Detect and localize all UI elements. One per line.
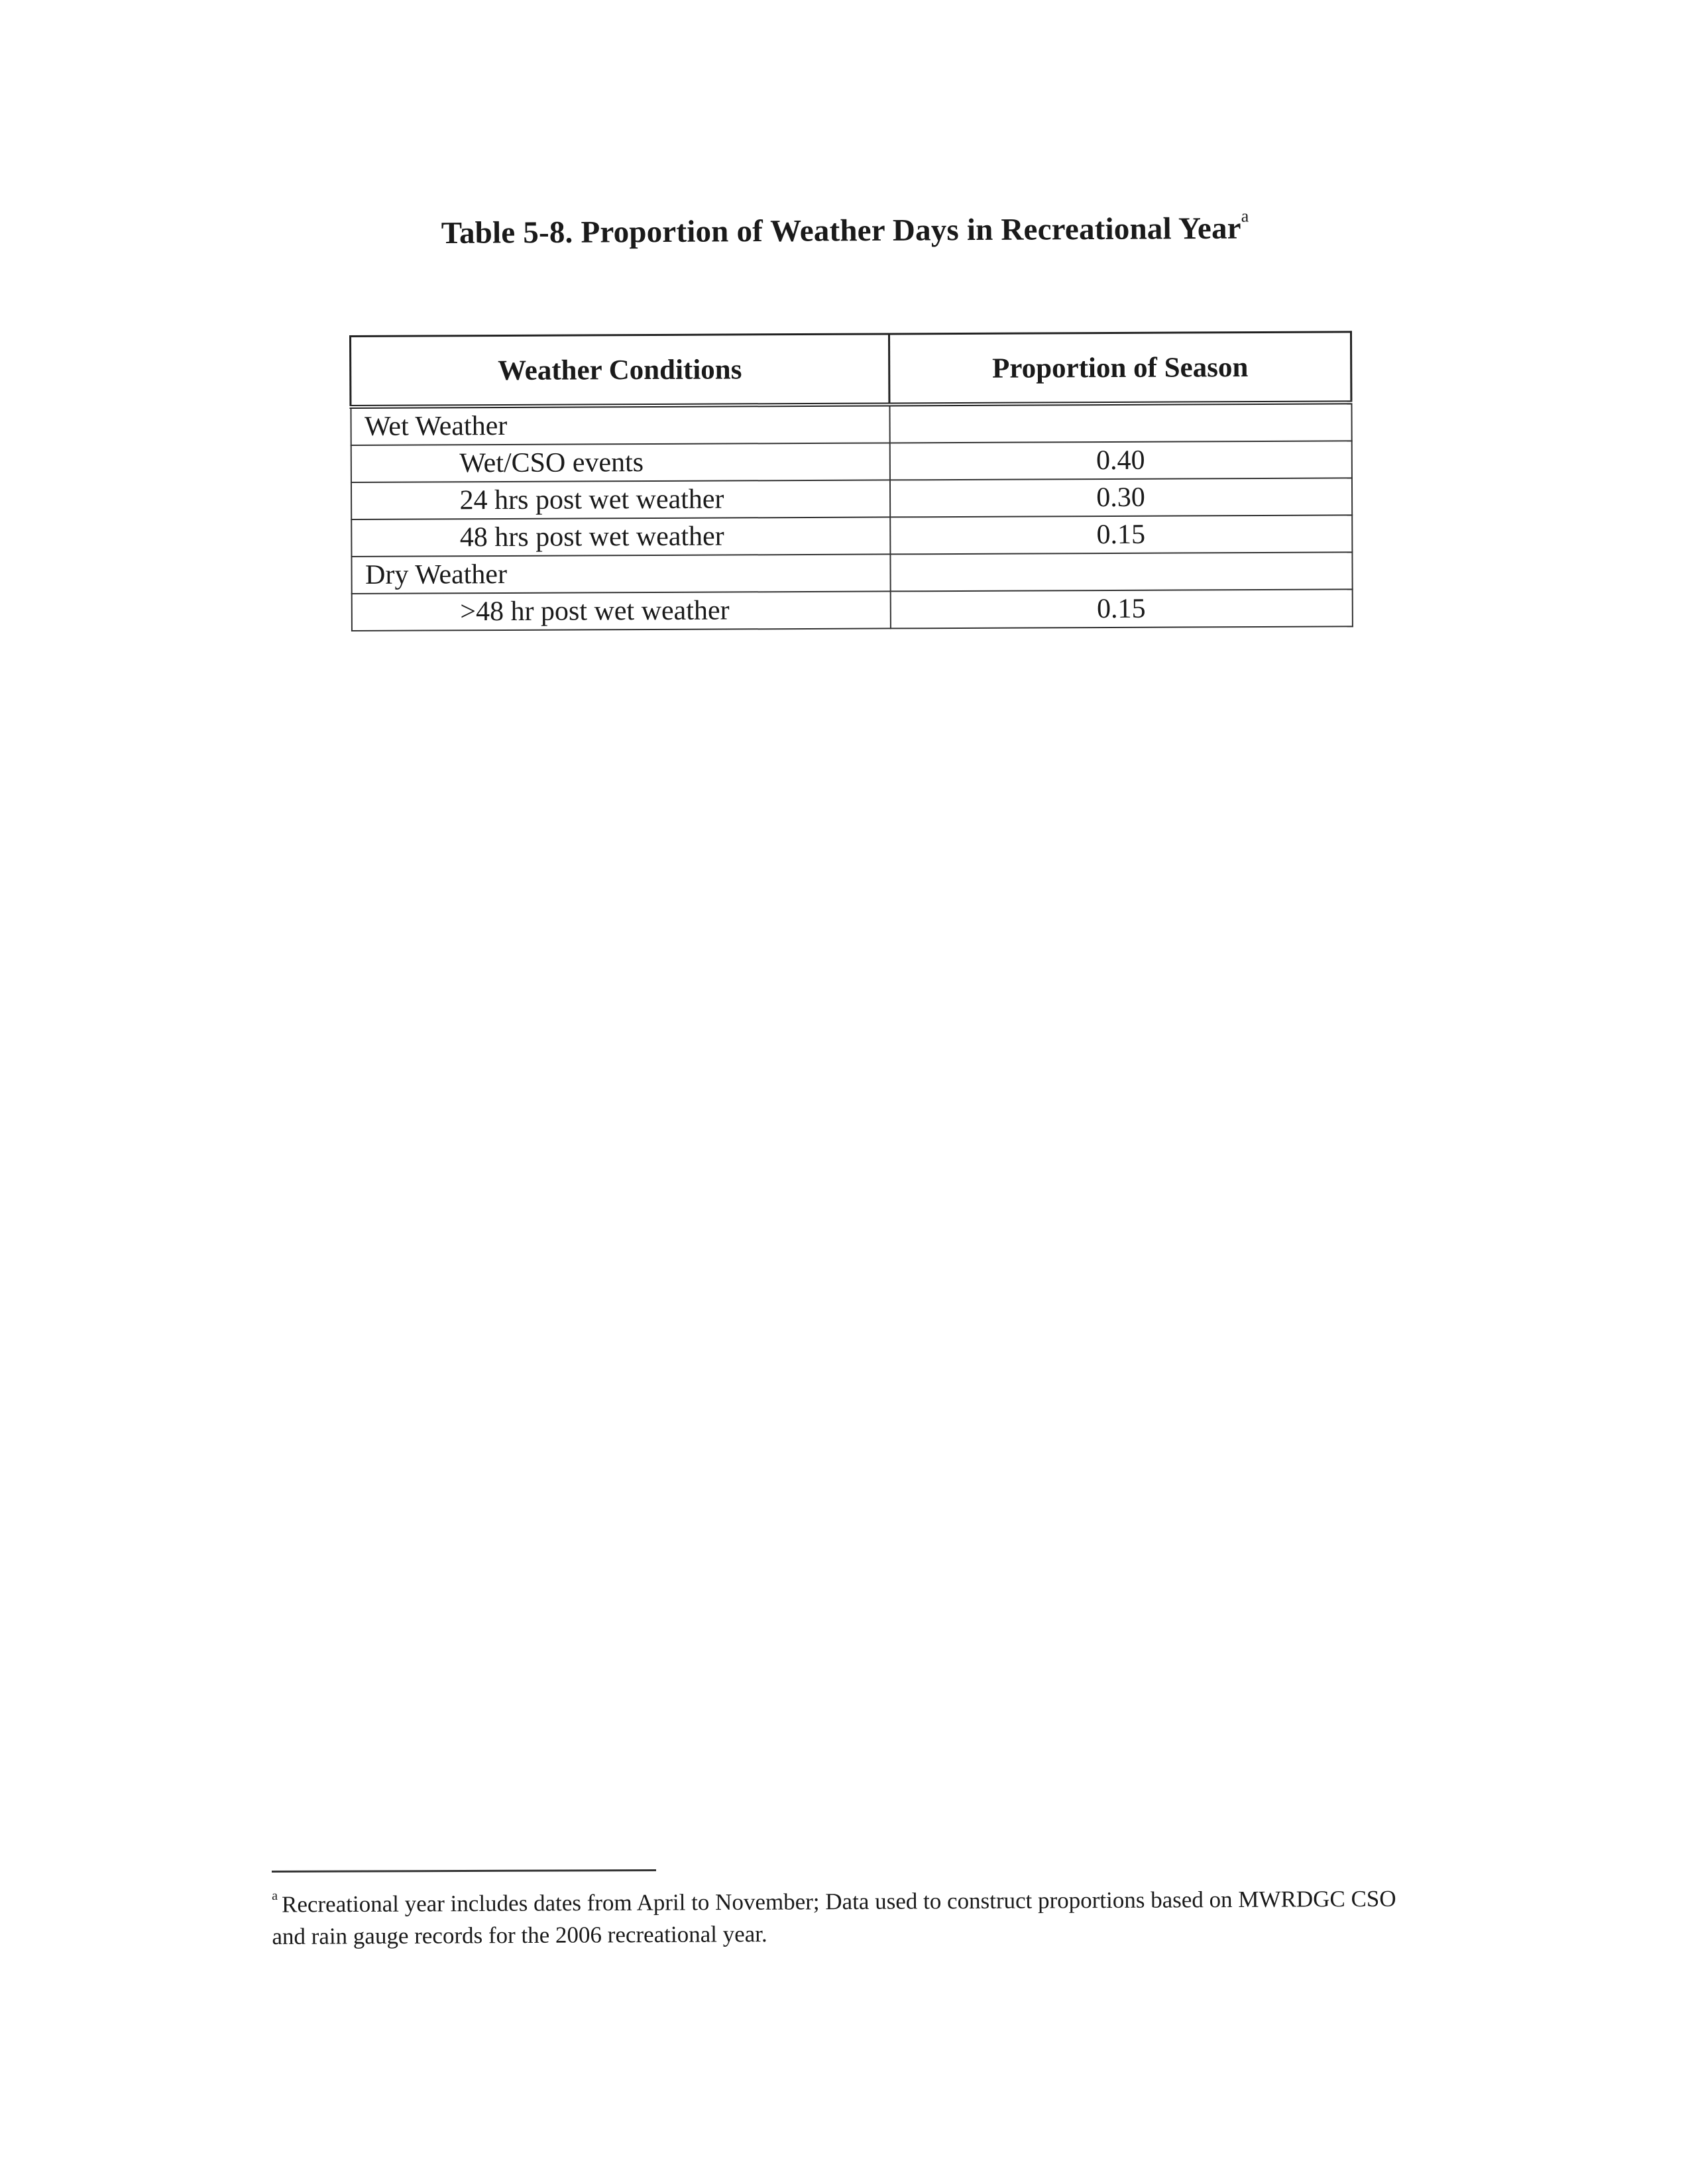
table-title (331, 206, 1359, 252)
row-condition-wet-weather: Wet Weather (351, 404, 889, 445)
title-footnote-marker: a (1241, 206, 1249, 226)
table-row (351, 589, 1352, 631)
weather-table-container (349, 331, 1351, 631)
footnote (272, 1878, 1412, 1953)
table-row (351, 402, 1351, 445)
header-weather-conditions: Weather Conditions (351, 334, 889, 407)
row-condition-48hrs-post: 48 hrs post wet weather (351, 517, 890, 557)
table-row (351, 552, 1352, 594)
table-row (351, 441, 1351, 482)
table-title-text: Table 5-8. Proportion of Weather Days in Recreational Year (441, 211, 1241, 250)
footnote-text: Recreational year includes dates from April to November; Data used to construct proportions based on MWRDGC CSO and rain gauge records for the 2006 recreational year. (272, 1885, 1396, 1949)
footnote-marker: a (272, 1888, 278, 1903)
row-value-wet-weather (889, 402, 1351, 443)
row-value-gt48hr-post: 0.15 (890, 589, 1352, 628)
footnote-separator (272, 1869, 656, 1873)
row-condition-gt48hr-post: >48 hr post wet weather (351, 591, 890, 631)
weather-proportion-table (349, 331, 1353, 631)
table-row (351, 515, 1352, 557)
row-value-dry-weather (890, 552, 1352, 591)
row-condition-wet-cso-events: Wet/CSO events (351, 443, 889, 482)
row-value-48hrs-post: 0.15 (890, 515, 1352, 554)
header-proportion-of-season: Proportion of Season (889, 332, 1351, 405)
row-condition-24hrs-post: 24 hrs post wet weather (351, 480, 889, 519)
table-header-row (351, 332, 1351, 407)
table-row (351, 478, 1351, 519)
row-condition-dry-weather: Dry Weather (351, 554, 890, 594)
row-value-wet-cso-events: 0.40 (889, 441, 1351, 480)
row-value-24hrs-post: 0.30 (889, 478, 1351, 517)
